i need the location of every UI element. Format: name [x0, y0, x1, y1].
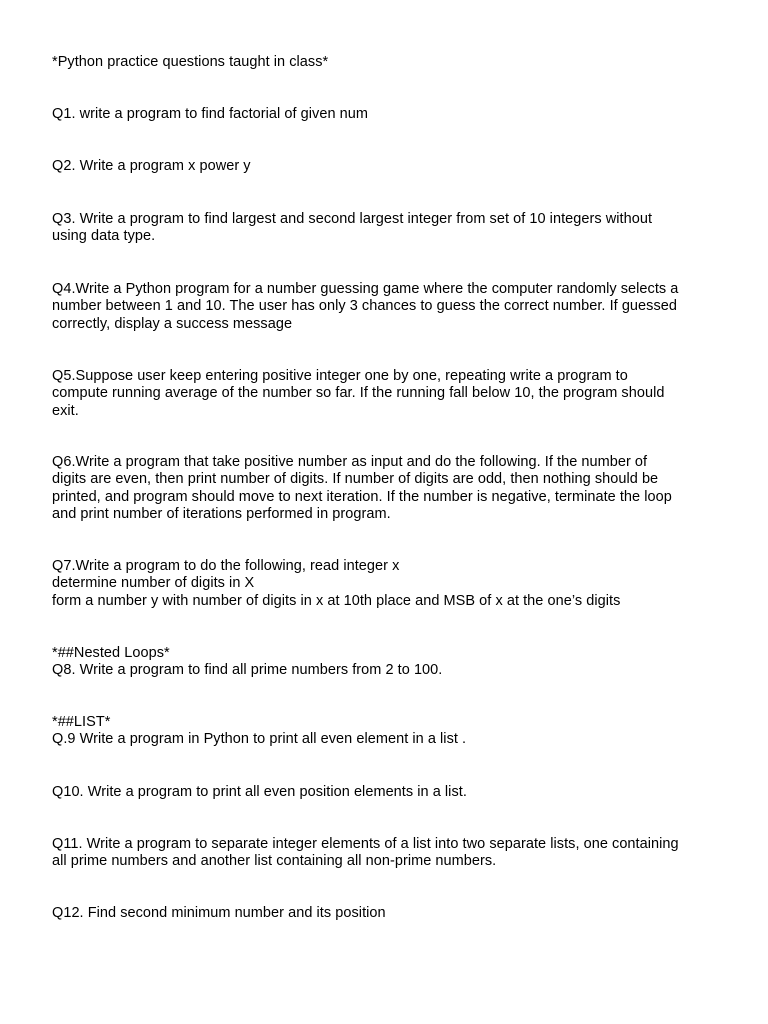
- question-line: digits are even, then print number of digits. If number of digits are odd, then nothing should be: [52, 471, 659, 488]
- question-line: Q8. Write a program to find all prime numbers from 2 to 100.: [52, 662, 443, 679]
- question-q4: [52, 281, 722, 333]
- section-list: [52, 714, 722, 749]
- question-line: using data type.: [52, 228, 156, 245]
- question-q6: [52, 454, 722, 523]
- section-heading: *##Nested Loops*: [52, 645, 170, 661]
- question-line: Q10. Write a program to print all even position elements in a list.: [52, 784, 467, 800]
- question-line: Q11. Write a program to separate integer elements of a list into two separate lists, one containing: [52, 836, 679, 852]
- question-q2: [52, 158, 722, 175]
- heading-text: *Python practice questions taught in class*: [52, 54, 329, 70]
- question-line: exit.: [52, 402, 79, 419]
- question-q7: [52, 558, 722, 610]
- question-q10: [52, 784, 722, 801]
- document-heading: [52, 54, 722, 71]
- question-line: all prime numbers and another list containing all non-prime numbers.: [52, 853, 497, 870]
- question-line: form a number y with number of digits in x at 10th place and MSB of x at the one’s digits: [52, 592, 621, 609]
- question-q12: [52, 905, 722, 922]
- question-line: Q4.Write a Python program for a number guessing game where the computer randomly selects a: [52, 281, 679, 297]
- question-line: Q2. Write a program x power y: [52, 158, 251, 174]
- question-line: Q.9 Write a program in Python to print all even element in a list .: [52, 731, 467, 748]
- question-line: number between 1 and 10. The user has only 3 chances to guess the correct number. If guessed: [52, 298, 677, 315]
- question-line: Q6.Write a program that take positive number as input and do the following. If the number of: [52, 454, 648, 470]
- question-line: Q7.Write a program to do the following, read integer x: [52, 558, 400, 574]
- section-nested-loops: [52, 645, 722, 680]
- question-line: Q12. Find second minimum number and its position: [52, 905, 386, 921]
- question-line: Q1. write a program to find factorial of given num: [52, 106, 369, 122]
- question-line: Q5.Suppose user keep entering positive integer one by one, repeating write a program to: [52, 368, 628, 384]
- question-line: determine number of digits in X: [52, 575, 255, 592]
- question-q11: [52, 836, 722, 871]
- question-line: and print number of iterations performed in program.: [52, 505, 391, 522]
- question-line: printed, and program should move to next iteration. If the number is negative, terminate the loop: [52, 488, 672, 505]
- question-line: correctly, display a success message: [52, 315, 293, 332]
- section-heading: *##LIST*: [52, 714, 111, 730]
- question-q1: [52, 106, 722, 123]
- question-q5: [52, 368, 722, 420]
- question-line: Q3. Write a program to find largest and second largest integer from set of 10 integers without: [52, 211, 653, 227]
- question-q3: [52, 211, 722, 246]
- question-line: compute running average of the number so far. If the running fall below 10, the program should: [52, 385, 665, 402]
